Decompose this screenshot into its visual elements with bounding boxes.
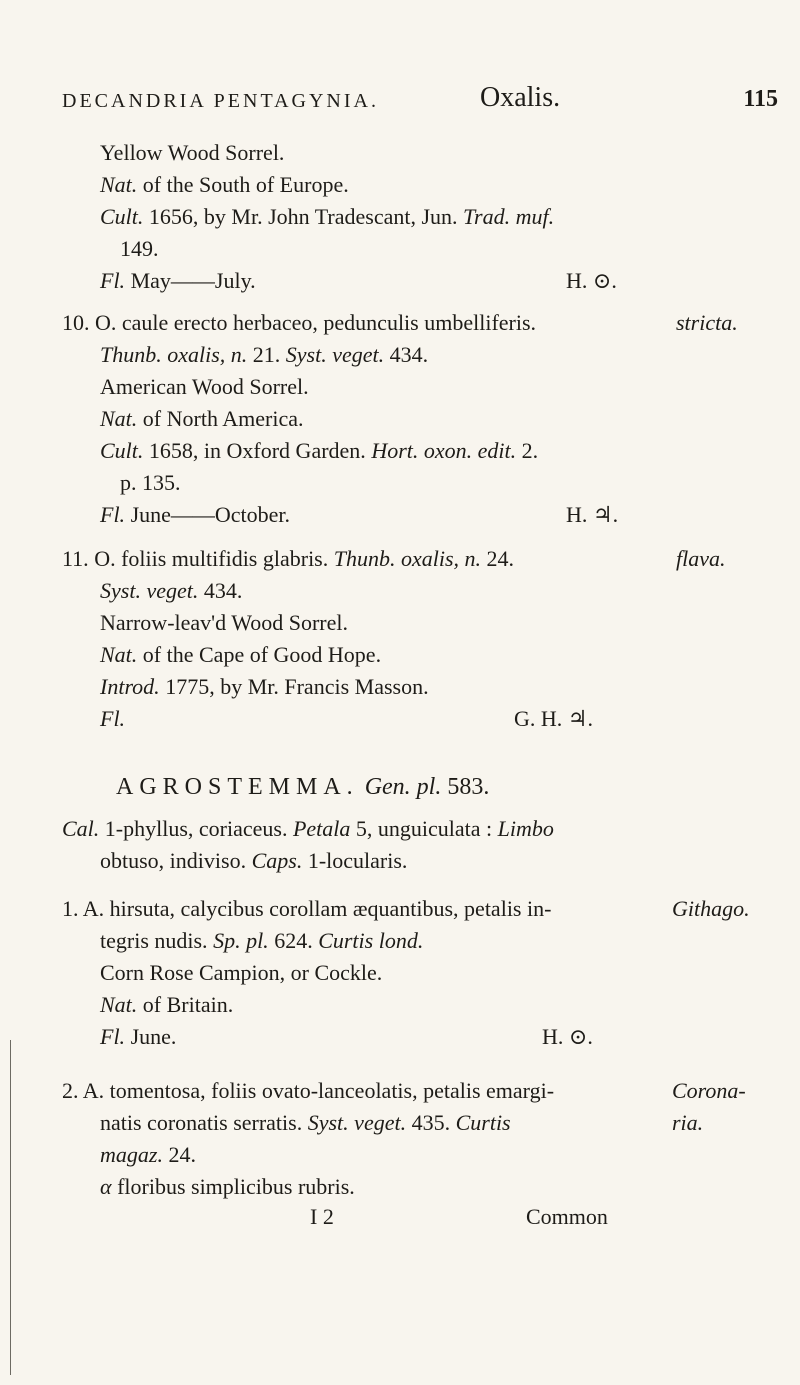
entry11-nat: Nat. of the Cape of Good Hope. [100,642,382,667]
entry11-references: Syst. veget. 434. [100,578,243,603]
species1-trivial-name: Githago. [672,896,750,921]
entry9-common-name: Yellow Wood Sorrel. [100,140,285,165]
header-class-order: DECANDRIA PENTAGYNIA. [62,90,379,112]
species1-flowering: Fl. June. [100,1024,177,1049]
entry10-references: Thunb. oxalis, n. 21. Syst. veget. 434. [100,342,429,367]
page-number: 115 [743,86,778,112]
entry10-cult: Cult. 1658, in Oxford Garden. Hort. oxon. edit. 2. [100,438,539,463]
species2-variety: α floribus simplicibus rubris. [100,1174,355,1199]
entry10-cult-page: p. 135. [120,470,181,495]
species2-diagnosis: 2. A. tomentosa, foliis ovato-lanceolatis, petalis emargi- [62,1078,555,1103]
species2-reference-cont: magaz. 24. [100,1142,196,1167]
entry9-flowering: Fl. May——July. [100,268,256,293]
entry10-nat: Nat. of North America. [100,406,304,431]
entry11-flowering: Fl. [100,706,126,731]
entry11-habitat: G. H. ♃. [514,706,593,731]
entry9-cult: Cult. 1656, by Mr. John Tradescant, Jun. Trad. muf. [100,204,555,229]
header-genus: Oxalis. [480,82,561,113]
entry10-flowering: Fl. June——October. [100,502,291,527]
entry9-habitat: H. ⊙. [566,268,617,293]
genus-title: AGROSTEMMA. Gen. pl. 583. [116,774,490,800]
catchword: Common [526,1204,608,1229]
species1-habitat: H. ⊙. [542,1024,593,1049]
signature-mark: I 2 [310,1204,334,1229]
entry11-introd: Introd. 1775, by Mr. Francis Masson. [100,674,429,699]
running-header [62,80,778,114]
entry10-trivial-name: stricta. [676,310,738,335]
entry9-nat: Nat. of the South of Europe. [100,172,349,197]
entry10-common-name: American Wood Sorrel. [100,374,309,399]
entry11-common-name: Narrow-leav'd Wood Sorrel. [100,610,348,635]
species2-trivial-name-part2: ria. [672,1110,704,1135]
entry11-trivial-name: flava. [676,546,726,571]
page-edge-line [10,1040,11,1375]
entry10-diagnosis: 10. O. caule erecto herbaceo, pedunculis umbelliferis. [62,310,537,335]
species1-diagnosis: 1. A. hirsuta, calycibus corollam æquantibus, petalis in- [62,896,552,921]
species1-nat: Nat. of Britain. [100,992,234,1017]
species2-trivial-name-part1: Corona- [672,1078,746,1103]
entry11-diagnosis: 11. O. foliis multifidis glabris. Thunb. oxalis, n. 24. [62,546,515,571]
entry9-cult-page: 149. [120,236,159,261]
genus-character-line2: obtuso, indiviso. Caps. 1-locularis. [100,848,408,873]
genus-character-line1: Cal. 1-phyllus, coriaceus. Petala 5, unguiculata : Limbo [62,816,554,841]
species2-references: natis coronatis serratis. Syst. veget. 435. Curtis [100,1110,511,1135]
entry10-habitat: H. ♃. [566,502,619,527]
species1-references: tegris nudis. Sp. pl. 624. Curtis lond. [100,928,424,953]
species1-common-name: Corn Rose Campion, or Cockle. [100,960,383,985]
